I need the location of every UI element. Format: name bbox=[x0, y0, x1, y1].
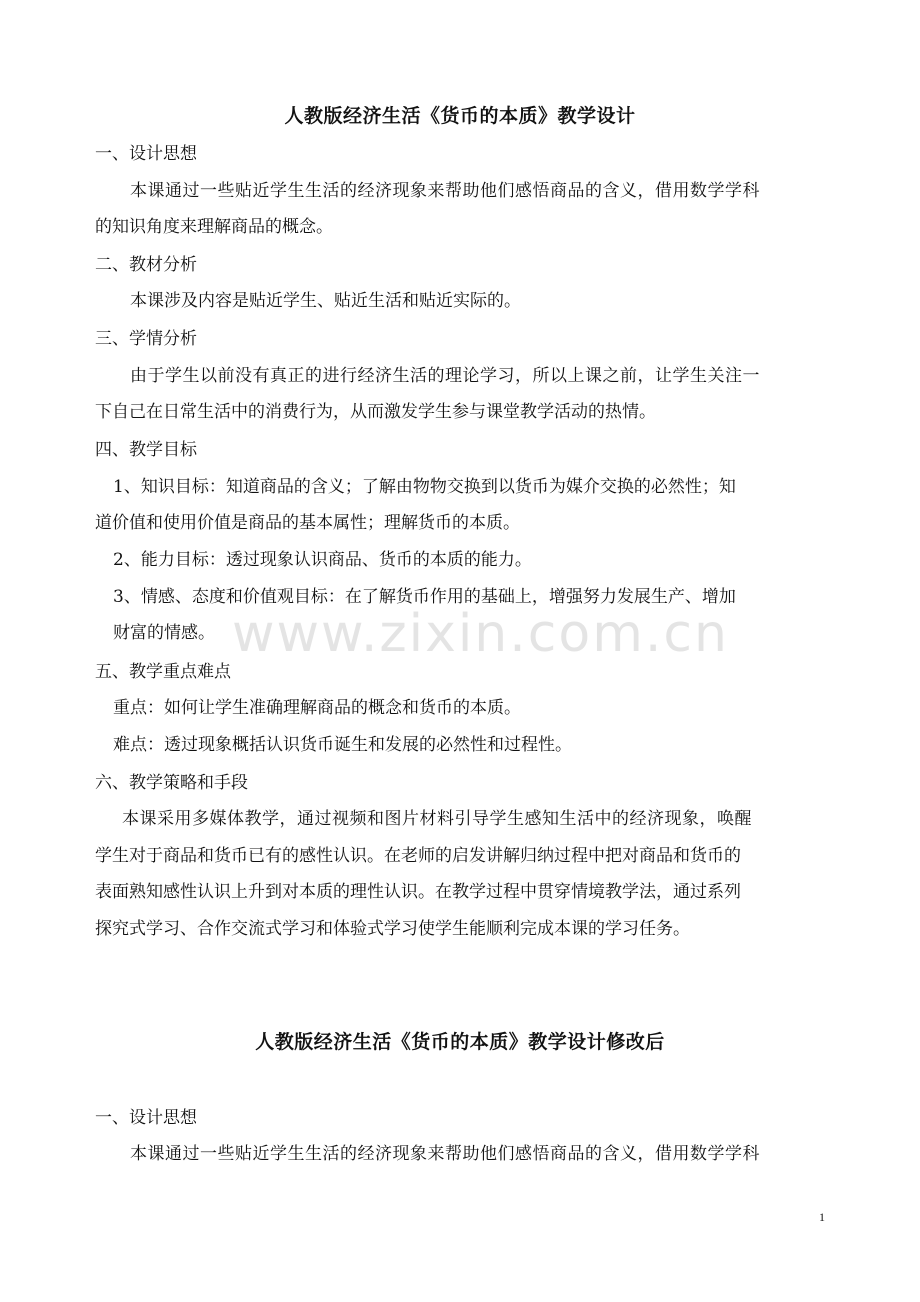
goal-ability-line: 2、能力目标：透过现象认识商品、货币的本质的能力。 bbox=[113, 550, 532, 570]
revised-document-title: 人教版经济生活《货币的本质》教学设计修改后 bbox=[255, 1031, 665, 1053]
section-heading-design-idea-revised: 一、设计思想 bbox=[95, 1108, 197, 1128]
goal-knowledge-line: 道价值和使用价值是商品的基本属性；理解货币的本质。 bbox=[95, 513, 520, 533]
paragraph-line: 表面熟知感性认识上升到对本质的理性认识。在教学过程中贯穿情境教学法，通过系列 bbox=[95, 882, 741, 902]
paragraph-line: 由于学生以前没有真正的进行经济生活的理论学习，所以上课之前，让学生关注一 bbox=[130, 366, 760, 386]
document-title: 人教版经济生活《货币的本质》教学设计 bbox=[284, 105, 636, 127]
paragraph-line: 下自己在日常生活中的消费行为，从而激发学生参与课堂教学活动的热情。 bbox=[95, 402, 656, 422]
section-heading-key-points: 五、教学重点难点 bbox=[95, 662, 231, 682]
paragraph-line: 探究式学习、合作交流式学习和体验式学习使学生能顺利完成本课的学习任务。 bbox=[95, 919, 690, 939]
difficult-point-line: 难点：透过现象概括认识货币诞生和发展的必然性和过程性。 bbox=[113, 735, 572, 755]
paragraph-line: 本课涉及内容是贴近学生、贴近生活和贴近实际的。 bbox=[130, 291, 521, 311]
watermark-text: www.zixin.com.cn bbox=[232, 604, 729, 664]
paragraph-line: 的知识角度来理解商品的概念。 bbox=[95, 217, 333, 237]
section-heading-learner-analysis: 三、学情分析 bbox=[95, 329, 197, 349]
section-heading-material-analysis: 二、教材分析 bbox=[95, 255, 197, 275]
page-number: 1 bbox=[819, 1210, 825, 1224]
goal-emotion-line: 财富的情感。 bbox=[113, 623, 215, 643]
goal-emotion-line: 3、情感、态度和价值观目标：在了解货币作用的基础上，增强努力发展生产、增加 bbox=[113, 587, 736, 607]
paragraph-line: 学生对于商品和货币已有的感性认识。在老师的启发讲解归纳过程中把对商品和货币的 bbox=[95, 846, 741, 866]
section-heading-strategy: 六、教学策略和手段 bbox=[95, 773, 248, 793]
goal-knowledge-line: 1、知识目标：知道商品的含义；了解由物物交换到以货币为媒介交换的必然性；知 bbox=[113, 477, 736, 497]
paragraph-line: 本课采用多媒体教学，通过视频和图片材料引导学生感知生活中的经济现象，唤醒 bbox=[122, 809, 752, 829]
key-point-line: 重点：如何让学生准确理解商品的概念和货币的本质。 bbox=[113, 698, 521, 718]
section-heading-design-idea: 一、设计思想 bbox=[95, 144, 197, 164]
paragraph-line: 本课通过一些贴近学生生活的经济现象来帮助他们感悟商品的含义，借用数学学科 bbox=[130, 181, 760, 201]
section-heading-teaching-goals: 四、教学目标 bbox=[95, 440, 197, 460]
paragraph-line: 本课通过一些贴近学生生活的经济现象来帮助他们感悟商品的含义，借用数学学科 bbox=[130, 1144, 760, 1164]
